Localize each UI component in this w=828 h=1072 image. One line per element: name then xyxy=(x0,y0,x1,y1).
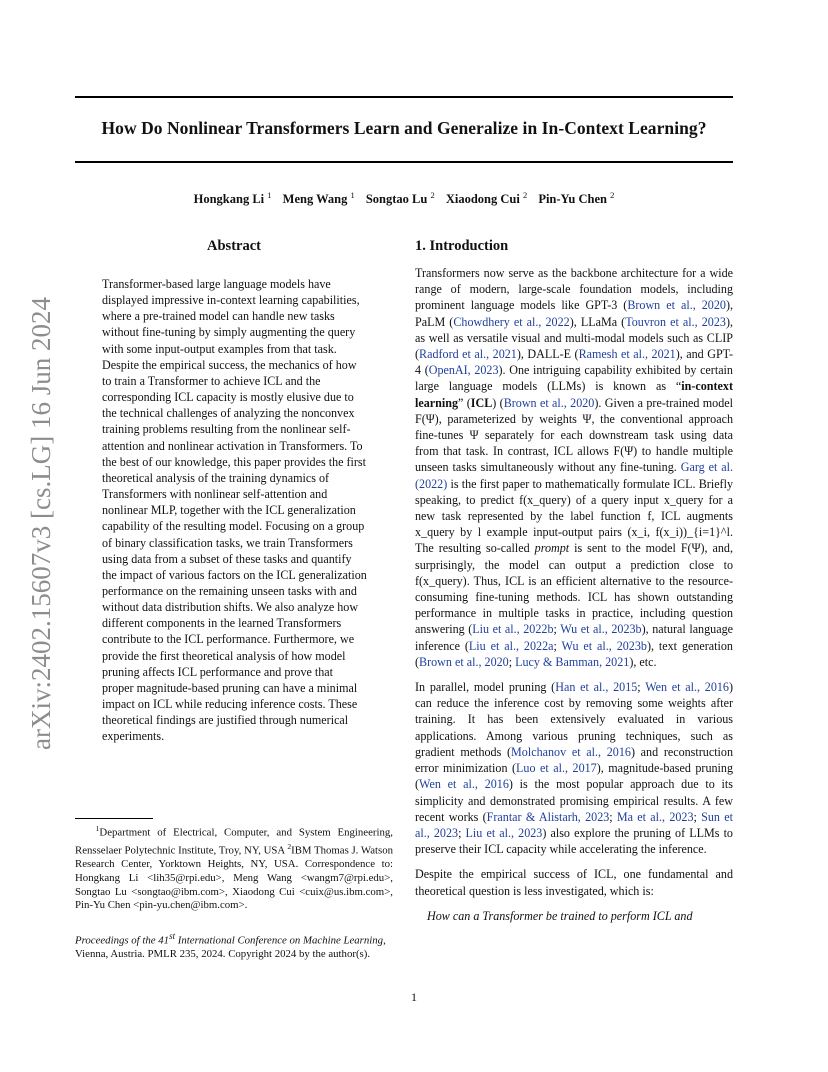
citation-link[interactable]: Liu et al., 2023 xyxy=(465,825,543,840)
text-run: is the first paper to mathematically formulate ICL. Briefly speaking, to predict f(x_query) of a query input x_query for a new task represented by the label function f, ICL augments x_query by l example input-output pairs (x_i, f(x_i))_{i=1}^l. The resulting so-called xyxy=(415,476,733,556)
text-run: ), etc. xyxy=(629,654,657,669)
author-3: Songtao Lu $^2$ xyxy=(365,190,435,207)
citation-link[interactable]: Brown et al., 2020 xyxy=(419,654,509,669)
text-run: ; xyxy=(508,654,516,669)
text-run: ) ( xyxy=(492,395,504,410)
arxiv-stamp: arXiv:2402.15607v3 [cs.LG] 16 Jun 2024 xyxy=(26,297,56,750)
text-run: ) and reconstruction error minimization ( xyxy=(415,744,734,776)
citation-link[interactable]: Ma et al., 2023 xyxy=(616,809,694,824)
author-list xyxy=(75,190,733,207)
text-run: ), text generation ( xyxy=(415,638,733,669)
bold-term: ICL xyxy=(470,395,493,410)
text-run: ). Given a pre-trained model F(Ψ), parameterized by weights Ψ, the conventional approach fine-tunes Ψ separately for each downstream task using data from that task. In contrast, ICL allows F(Ψ) to handle multiple unseen tasks simultaneously without any fine-tuning. xyxy=(415,395,734,475)
affiliation-footnote: $^1$Department of Electrical, Computer, and System Engineering, Rensselaer Polytechnic Institute, Troy, NY, USA $^2$IBM Thomas J. Watson Research Center, Yorktown Heights, NY, USA. Correspondence to: Hongkang Li <lih35@rpi.edu>, Meng Wang <wangm7@rpi.edu>, Songtao Lu <songtao@ibm.com>, Xiaodong Cui <cuix@us.ibm.com>, Pin-Yu Chen <pin-yu.chen@ibm.com>. xyxy=(75,824,393,912)
citation-link[interactable]: OpenAI, 2023 xyxy=(428,363,499,378)
text-run: ” ( xyxy=(458,395,471,410)
abstract-heading: Abstract xyxy=(207,238,261,254)
research-question: How can a Transformer be trained to perform ICL and xyxy=(427,908,693,923)
introduction-heading: 1. Introduction xyxy=(415,238,509,254)
author-1: Hongkang Li $^1$ xyxy=(193,190,272,207)
citation-link[interactable]: Liu et al., 2022a xyxy=(468,638,554,653)
text-run: ), as well as versatile visual and multi-modal models such as CLIP ( xyxy=(415,314,733,362)
text-run: ; xyxy=(553,622,561,637)
citation-link[interactable]: Sun et al., 2023 xyxy=(415,809,733,840)
text-run: ) can reduce the inference cost by removing some weights after training. It has been extensively evaluated in various applications. Among various pruning techniques, such as gradient methods ( xyxy=(415,680,733,759)
text-run: ). One intriguing capability exhibited by certain large language models (LLMs) is known as “ xyxy=(415,363,733,394)
text-run: ; xyxy=(609,809,617,824)
text-run: ), PaLM ( xyxy=(415,298,734,329)
author-5: Pin-Yu Chen $^2$ xyxy=(538,190,615,207)
text-run: ), LLaMa ( xyxy=(569,314,626,329)
right-column xyxy=(415,236,733,924)
text-run: ; xyxy=(458,825,466,840)
text-run: ) is the most popular approach due to its simplicity and demonstrated promising empirical results. A few recent works ( xyxy=(415,777,733,824)
citation-link[interactable]: Molchanov et al., 2016 xyxy=(511,744,631,759)
citation-link[interactable]: Chowdhery et al., 2022 xyxy=(453,314,570,329)
citation-link[interactable]: Wen et al., 2016 xyxy=(419,777,509,792)
text-run: ), DALL-E ( xyxy=(516,347,579,362)
citation-link[interactable]: Liu et al., 2022b xyxy=(472,622,554,637)
text-run: In parallel, model pruning ( xyxy=(415,680,556,695)
text-run: is sent to the model F(Ψ), and, surprisingly, the model can output a prediction close to f(x_query). Thus, ICL is an efficient alternative to the resource-consuming fine-tuning methods. ICL has shown outstanding performance in multiple tasks in practice, including question answering ( xyxy=(415,541,733,637)
page-number: 1 xyxy=(411,990,417,1004)
paper-title: How Do Nonlinear Transformers Learn and Generalize in In-Context Learning? xyxy=(101,118,707,138)
abstract-text: Transformer-based large language models have displayed impressive in-context learning capabilities, where a pre-trained model can handle new tasks without fine-tuning by simply augmenting the query with some input-output examples from that task. Despite the empirical success, the mechanics of how to train a Transformer to achieve ICL and the corresponding ICL capacity is mostly elusive due to the technical challenges of analyzing the nonconvex training problems resulting from the nonlinear self-attention and nonlinear activation in Transformers. To the best of our knowledge, this paper provides the first theoretical analysis of the training dynamics of Transformers with nonlinear self-attention and nonlinear MLP, together with the ICL generalization capability of the resulting model. Focusing on a group of binary classification tasks, we train Transformers using data from a subset of these tasks and quantify the impact of various factors on the ICL generalization performance on the remaining unseen tasks with and without data distribution shifts. We also analyze how different components in the learned Transformers contribute to the ICL performance. Furthermore, we provide the first theoretical analysis of how model pruning affects ICL performance and prove that proper magnitude-based pruning can have a minimal impact on ICL while reducing inference costs. These theoretical findings are justified through numerical experiments. xyxy=(102,277,367,744)
title-rule-top xyxy=(75,96,733,98)
text-run: ), and GPT-4 ( xyxy=(415,347,733,378)
intro-paragraph-2 xyxy=(415,679,733,857)
text-run: ; xyxy=(553,638,562,653)
citation-link[interactable]: Luo et al., 2017 xyxy=(516,761,597,776)
citation-link[interactable]: Radford et al., 2021 xyxy=(419,347,517,362)
citation-link[interactable]: Wen et al., 2016 xyxy=(645,680,729,695)
intro-paragraph-1 xyxy=(415,265,733,670)
citation-link[interactable]: Touvron et al., 2023 xyxy=(625,314,726,329)
italic-term: prompt xyxy=(534,541,570,556)
citation-link[interactable]: Ramesh et al., 2021 xyxy=(578,347,676,362)
citation-link[interactable]: Wu et al., 2023b xyxy=(561,638,647,653)
text-run: ), natural language inference ( xyxy=(415,622,733,653)
text-run: ; xyxy=(693,809,702,824)
text-run: ; xyxy=(637,680,646,695)
citation-link[interactable]: Lucy & Bamman, 2021 xyxy=(515,654,630,669)
proceedings-note: Proceedings of the 41st International Conference on Machine Learning, Vienna, Austria. PMLR 235, 2024. Copyright 2024 by the author(s). xyxy=(75,931,386,961)
citation-link[interactable]: Brown et al., 2020 xyxy=(503,395,595,410)
text-run: Transformers now serve as the backbone architecture for a wide range of modern, large-scale foundation models, including prominent language models like GPT-3 ( xyxy=(415,266,733,313)
footnote-divider xyxy=(75,818,153,819)
title-rule-bottom xyxy=(75,161,733,163)
citation-link[interactable]: Garg et al. (2022) xyxy=(415,460,733,491)
bold-term: in-context learning xyxy=(415,379,733,410)
citation-link[interactable]: Frantar & Alistarh, 2023 xyxy=(486,809,610,824)
citation-link[interactable]: Han et al., 2015 xyxy=(555,680,638,695)
author-2: Meng Wang $^1$ xyxy=(282,190,355,207)
citation-link[interactable]: Wu et al., 2023b xyxy=(560,622,642,637)
text-run: ) also explore the pruning of LLMs to preserve their ICL capacity while accelerating the inference. xyxy=(415,825,733,857)
author-4: Xiaodong Cui $^2$ xyxy=(445,190,528,207)
text-run: ), magnitude-based pruning ( xyxy=(415,761,734,792)
left-column xyxy=(75,236,393,745)
citation-link[interactable]: Brown et al., 2020 xyxy=(627,298,726,313)
intro-paragraph-3: Despite the empirical success of ICL, one fundamental and theoretical question is less investigated, which is: xyxy=(415,867,733,898)
